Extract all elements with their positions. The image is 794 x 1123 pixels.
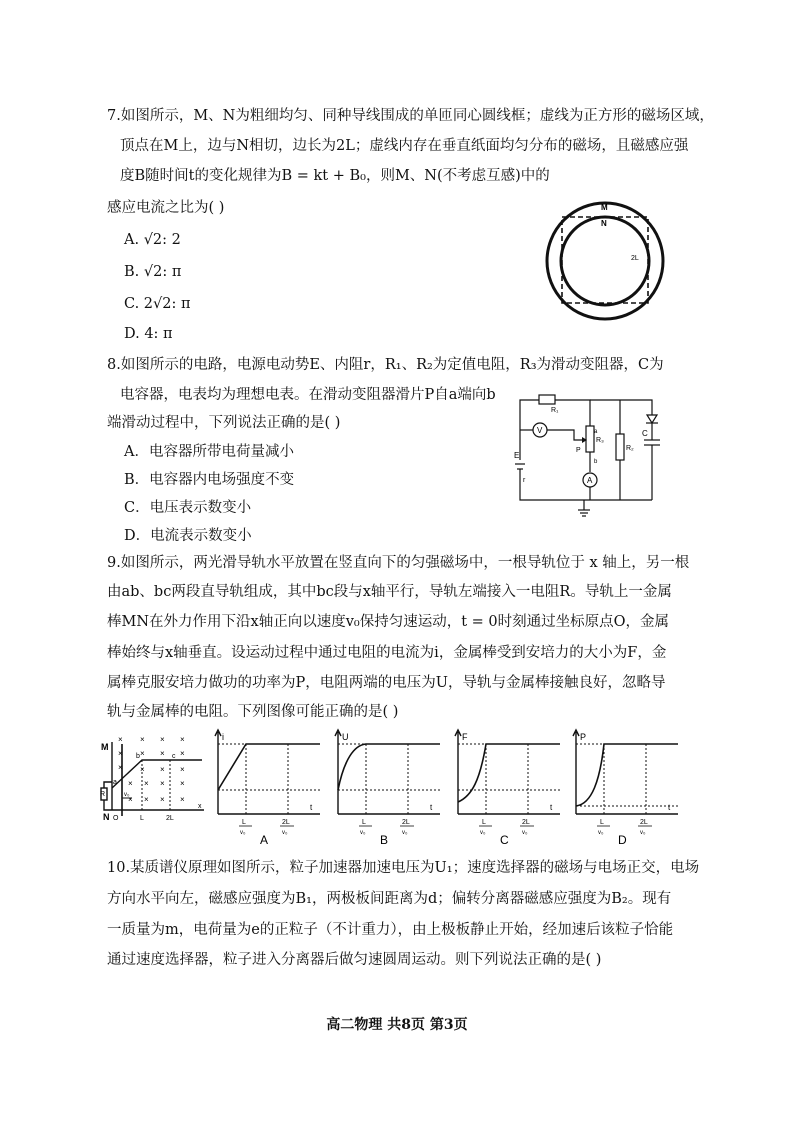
q10-line-1: 10.某质谱仪原理如图所示，粒子加速器加速电压为U₁；速度选择器的磁场与电场正交，电场 (107, 860, 700, 876)
graph-d-letter: D (618, 833, 627, 847)
graph-d-xlabel: t (668, 803, 671, 812)
graph-c-xlabel: t (550, 803, 553, 812)
q8-line-1: 8.如图所示的电路，电源电动势E、内阻r，R₁、R₂为定值电阻，R₃为滑动变阻器，C为 (107, 357, 664, 373)
svg-text:×: × (144, 779, 149, 788)
q9-line-1: 9.如图所示，两光滑导轨水平放置在竖直向下的匀强磁场中，一根导轨位于 x 轴上，另一根 (107, 555, 690, 571)
label-e: E (514, 451, 520, 460)
graph-d-tick1-num: L (600, 819, 604, 826)
q7-line-3: 度B随时间t的变化规律为B = kt + B₀，则M、N(不考虑互感)中的 (120, 168, 550, 184)
q8-line-2: 电容器，电表均为理想电表。在滑动变阻器滑片P自a端向b (120, 387, 496, 403)
q9-graph-a (212, 730, 324, 848)
svg-text:×: × (160, 795, 165, 804)
graph-a-tick1-den: v₀ (240, 830, 246, 836)
svg-text:×: × (180, 749, 185, 758)
svg-text:×: × (160, 765, 165, 774)
svg-text:×: × (118, 763, 123, 772)
q9-line-4: 棒始终与x轴垂直。设运动过程中通过电阻的电流为i，金属棒受到安培力的大小为F，金 (107, 645, 667, 661)
svg-text:×: × (180, 795, 185, 804)
graph-c-tick2-num: 2L (522, 819, 530, 826)
q9-line-5: 属棒克服安培力做功的功率为P，电阻两端的电压为U，导轨与金属棒接触良好，忽略导 (107, 675, 666, 691)
graph-c-tick1-den: v₀ (480, 830, 486, 836)
label-r1: R₁ (551, 407, 559, 414)
label-o: O (113, 815, 119, 822)
label-a: a (113, 779, 117, 786)
graph-a-tick1-num: L (242, 819, 246, 826)
svg-text:×: × (160, 779, 165, 788)
graph-d-ylabel: P (580, 732, 587, 742)
q10-line-3: 一质量为m，电荷量为e的正粒子（不计重力），由上极板静止开始，经加速后该粒子恰能 (107, 922, 674, 938)
q8-option-c: C．电压表示数变小 (124, 500, 252, 516)
label-c: c (172, 753, 176, 760)
label-voltmeter: V (537, 426, 543, 435)
q9-line-3: 棒MN在外力作用下沿x轴正向以速度v₀保持匀速运动，t = 0时刻通过坐标原点O，金属 (107, 614, 670, 630)
graph-b-letter: B (380, 833, 389, 847)
q9-graph-b (332, 730, 444, 848)
label-p: P (576, 447, 581, 454)
svg-text:×: × (180, 779, 185, 788)
label-x: x (198, 803, 202, 810)
svg-text:×: × (144, 795, 149, 804)
q7-option-a: A. √2: 2 (124, 232, 181, 248)
q9-line-2: 由ab、bc两段直导轨组成，其中bc段与x轴平行，导轨左端接入一电阻R。导轨上一金属 (107, 584, 672, 600)
q8-option-b: B．电容器内电场强度不变 (124, 472, 295, 488)
graph-d-tick2-den: v₀ (640, 830, 646, 836)
label-r-internal: r (523, 477, 526, 484)
svg-text:×: × (118, 749, 123, 758)
q8-option-d: D．电流表示数变小 (124, 528, 252, 544)
q8-figure-circuit (514, 390, 670, 520)
graph-c-tick1-num: L (482, 819, 486, 826)
label-v0: v₀ (124, 792, 130, 798)
svg-text:×: × (128, 779, 133, 788)
label-r3: R₃ (596, 437, 604, 444)
q9-graph-c (452, 730, 564, 848)
graph-d-tick1-den: v₀ (598, 830, 604, 836)
graph-b-xlabel: t (430, 803, 433, 812)
q7-option-c: C. 2√2: π (124, 296, 191, 312)
label-2l: 2L (631, 255, 639, 262)
q10-line-2: 方向水平向左，磁感应强度为B₁，两极板间距离为d；偏转分离器磁感应强度为B₂。现有 (107, 891, 672, 907)
svg-text:×: × (128, 795, 133, 804)
graph-a-tick2-den: v₀ (282, 830, 288, 836)
label-m: M (601, 203, 608, 212)
graph-a-letter: A (260, 833, 269, 847)
q9-figure-rails (100, 730, 206, 822)
graph-b-ylabel: U (342, 732, 349, 742)
svg-text:×: × (160, 749, 165, 758)
label-n: N (601, 219, 607, 228)
q9-line-6: 轨与金属棒的电阻。下列图像可能正确的是( ) (107, 704, 399, 720)
label-2l: 2L (166, 815, 174, 822)
label-l: L (140, 815, 144, 822)
graph-b-tick1-num: L (362, 819, 366, 826)
graph-c-tick2-den: v₀ (522, 830, 528, 836)
label-c: C (642, 429, 648, 438)
graph-c-letter: C (500, 833, 509, 847)
svg-text:×: × (180, 765, 185, 774)
svg-text:×: × (118, 735, 123, 744)
q10-line-4: 通过速度选择器，粒子进入分离器后做匀速圆周运动。则下列说法正确的是( ) (107, 952, 602, 968)
page-footer: 高二物理 共8页 第3页 (326, 1017, 468, 1033)
graph-a-ylabel: i (222, 732, 224, 742)
label-b: b (136, 753, 140, 760)
q7-line-2: 顶点在M上，边与N相切，边长为2L；虚线内存在垂直纸面均匀分布的磁场，且磁感应强 (120, 138, 689, 154)
svg-text:×: × (140, 735, 145, 744)
label-m: M (101, 742, 109, 752)
label-n: N (103, 812, 110, 822)
svg-text:×: × (180, 735, 185, 744)
graph-b-tick1-den: v₀ (360, 830, 366, 836)
label-r: R (100, 791, 106, 798)
q7-option-d: D. 4: π (124, 326, 173, 342)
q9-graph-d (570, 730, 682, 848)
svg-text:×: × (160, 735, 165, 744)
q7-line-4: 感应电流之比为( ) (107, 200, 225, 216)
q8-option-a: A．电容器所带电荷量减小 (124, 444, 294, 460)
q7-line-1: 7.如图所示，M、N为粗细均匀、同种导线围成的单匝同心圆线框；虚线为正方形的磁场区域， (107, 108, 714, 124)
graph-a-xlabel: t (310, 803, 313, 812)
label-a-end: a (594, 429, 598, 435)
graph-b-tick2-den: v₀ (402, 830, 408, 836)
q8-line-3: 端滑动过程中，下列说法正确的是( ) (107, 415, 341, 431)
graph-b-tick2-num: 2L (402, 819, 410, 826)
q7-option-b: B. √2: π (124, 264, 182, 280)
svg-text:×: × (140, 765, 145, 774)
label-b-end: b (594, 459, 598, 465)
svg-text:×: × (140, 749, 145, 758)
label-ammeter: A (587, 476, 593, 485)
graph-c-ylabel: F (462, 732, 468, 742)
graph-a-tick2-num: 2L (282, 819, 290, 826)
q7-figure-concentric-coils (545, 200, 665, 320)
graph-d-tick2-num: 2L (640, 819, 648, 826)
label-r2: R₂ (626, 445, 634, 452)
